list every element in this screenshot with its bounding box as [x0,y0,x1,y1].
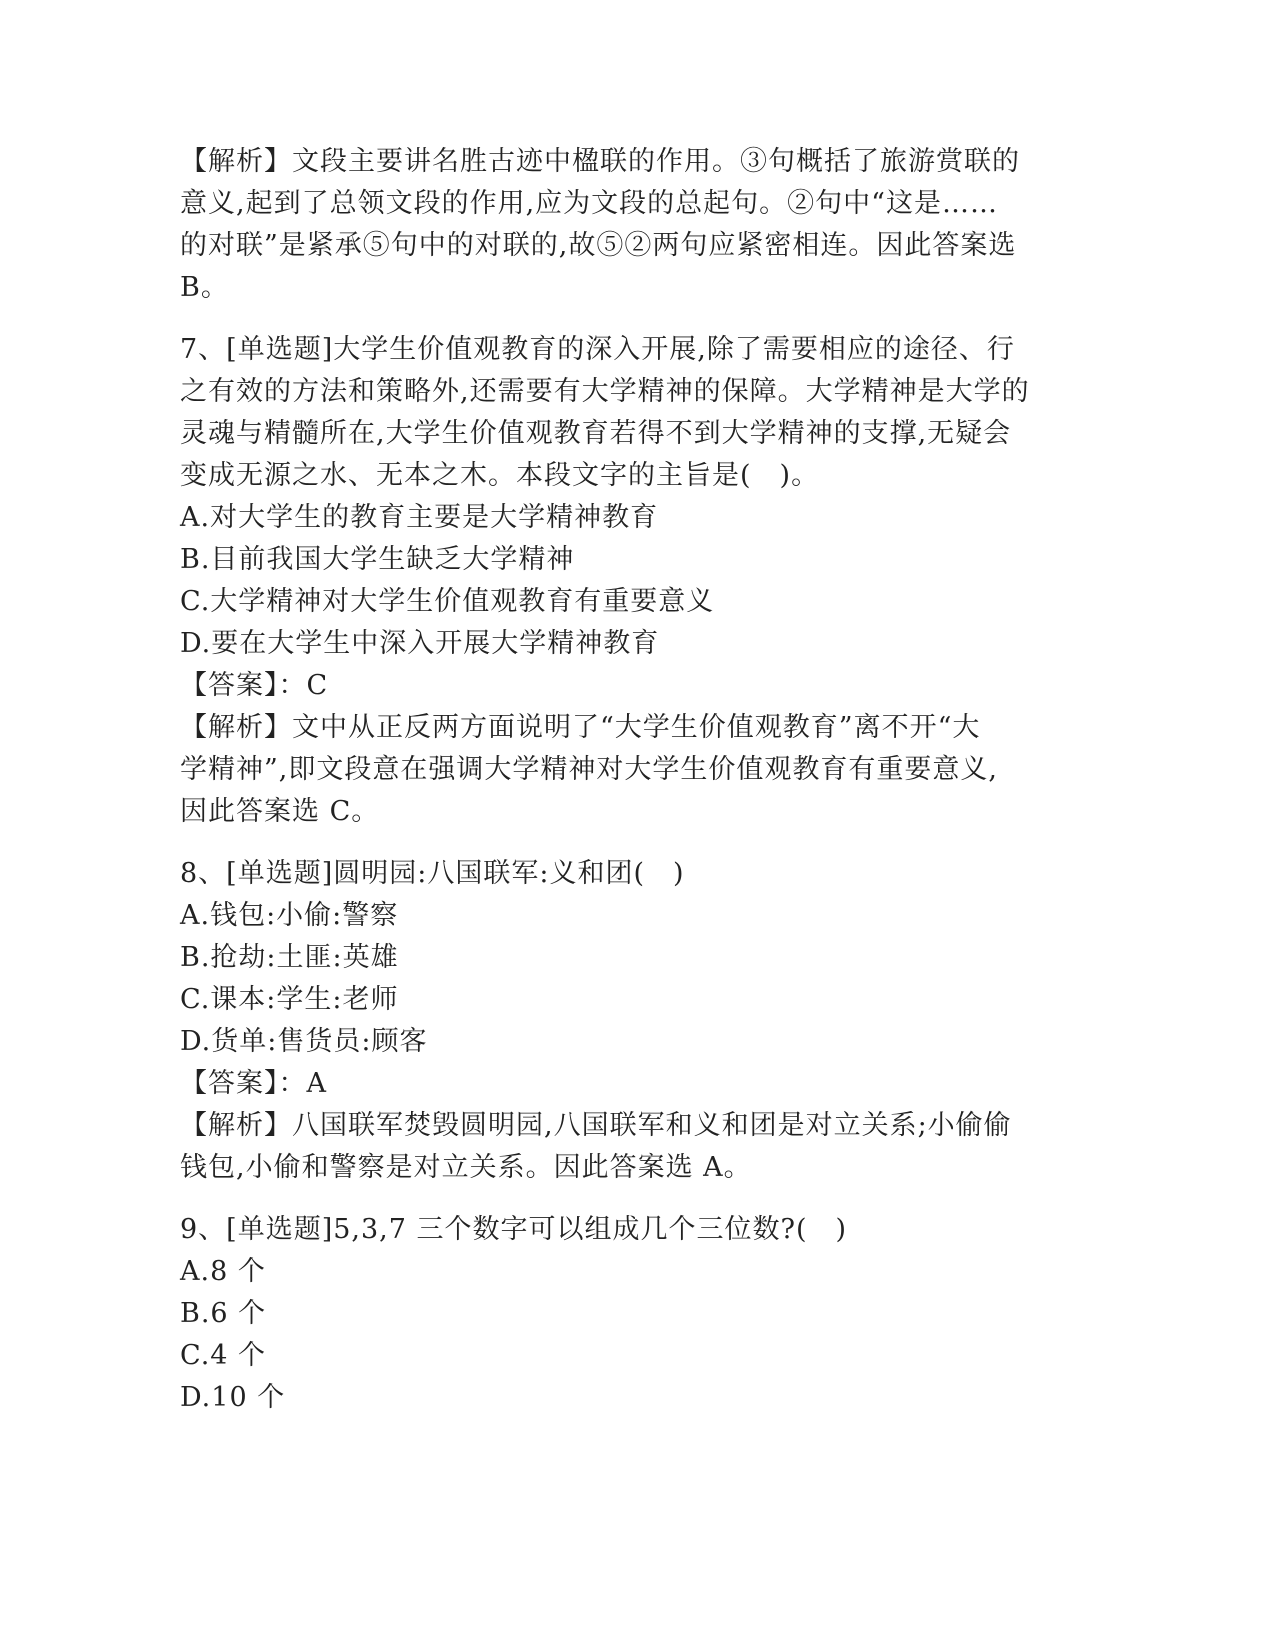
analysis-q6 [180,141,1080,309]
option-a: A.对大学生的教育主要是大学精神教育 [180,502,659,533]
question-stem-line: 8、[单选题]圆明园:八国联军:义和团( ) [180,858,685,889]
question-7 [180,329,1080,833]
answer-line: 【答案】：A [180,1068,327,1099]
question-stem-line: 9、[单选题]5,3,7 三个数字可以组成几个三位数?( ) [180,1214,848,1245]
question-8 [180,853,1080,1189]
option-d: D.要在大学生中深入开展大学精神教育 [180,628,660,659]
option-b: B.6 个 [180,1298,267,1329]
answer-line: 【答案】：C [180,670,329,701]
text-line: B。 [180,272,229,303]
option-c: C.4 个 [180,1340,267,1371]
analysis-line: 因此答案选 C。 [180,796,380,827]
question-stem-line: 之有效的方法和策略外,还需要有大学精神的保障。大学精神是大学的 [180,376,1030,407]
option-b: B.目前我国大学生缺乏大学精神 [180,544,575,575]
question-stem-line: 7、[单选题]大学生价值观教育的深入开展,除了需要相应的途径、行 [180,334,1015,365]
question-9 [180,1209,1080,1419]
option-a: A.8 个 [180,1256,266,1287]
option-c: C.课本:学生:老师 [180,984,399,1015]
option-a: A.钱包:小偷:警察 [180,900,399,931]
option-b: B.抢劫:土匪:英雄 [180,942,399,973]
analysis-line: 【解析】文中从正反两方面说明了“大学生价值观教育”离不开“大 [180,712,981,743]
analysis-line: 钱包,小偷和警察是对立关系。因此答案选 A。 [180,1152,752,1183]
text-line: 【解析】文段主要讲名胜古迹中楹联的作用。③句概括了旅游赏联的 [180,146,1020,177]
document-page [180,141,1080,1419]
question-stem-line: 灵魂与精髓所在,大学生价值观教育若得不到大学精神的支撑,无疑会 [180,418,1012,449]
option-d: D.货单:售货员:顾客 [180,1026,428,1057]
text-line: 意义,起到了总领文段的作用,应为文段的总起句。②句中“这是…… [180,188,998,219]
option-d: D.10 个 [180,1382,286,1413]
analysis-line: 【解析】八国联军焚毁圆明园,八国联军和义和团是对立关系;小偷偷 [180,1110,1012,1141]
question-stem-line: 变成无源之水、无本之木。本段文字的主旨是( )。 [180,460,820,491]
text-line: 的对联”是紧承⑤句中的对联的,故⑤②两句应紧密相连。因此答案选 [180,230,1017,261]
analysis-line: 学精神”,即文段意在强调大学精神对大学生价值观教育有重要意义, [180,754,998,785]
option-c: C.大学精神对大学生价值观教育有重要意义 [180,586,715,617]
